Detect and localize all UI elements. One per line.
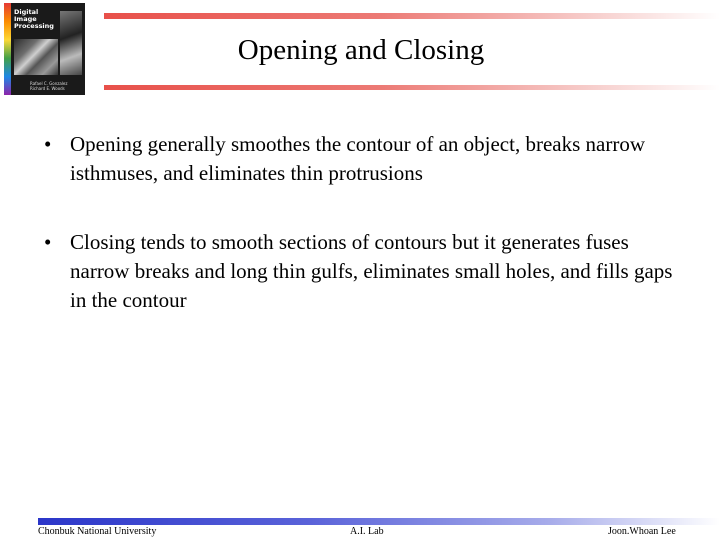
book-cover-image-side xyxy=(60,11,82,75)
book-spine-stripe xyxy=(4,3,11,95)
bullet-item xyxy=(44,130,684,188)
footer-university: Chonbuk National University xyxy=(38,526,157,537)
footer-accent-bar xyxy=(38,518,720,525)
header-accent-bar-top xyxy=(104,13,720,19)
book-cover-logo xyxy=(4,3,85,95)
book-cover-authors: Rafael C. Gonzalez Richard E. Woods xyxy=(30,81,68,91)
footer-lab: A.I. Lab xyxy=(350,526,384,537)
bullet-text: Opening generally smoothes the contour of an object, breaks narrow isthmuses, and eliminates thin protrusions xyxy=(70,132,645,185)
slide-title: Opening and Closing xyxy=(237,34,485,66)
book-cover-image xyxy=(14,39,58,75)
bullet-item xyxy=(44,228,684,315)
footer-author: Joon.Whoan Lee xyxy=(608,526,676,537)
bullet-text: Closing tends to smooth sections of contours but it generates fuses narrow breaks and long thin gulfs, eliminates small holes, and fills gaps in the contour xyxy=(70,230,673,312)
bullet-marker: • xyxy=(44,230,52,254)
header-accent-bar-bottom xyxy=(104,85,720,90)
bullet-marker: • xyxy=(44,132,52,156)
bullet-list xyxy=(44,130,684,355)
book-cover-title: Digital Image Processing xyxy=(14,8,54,30)
